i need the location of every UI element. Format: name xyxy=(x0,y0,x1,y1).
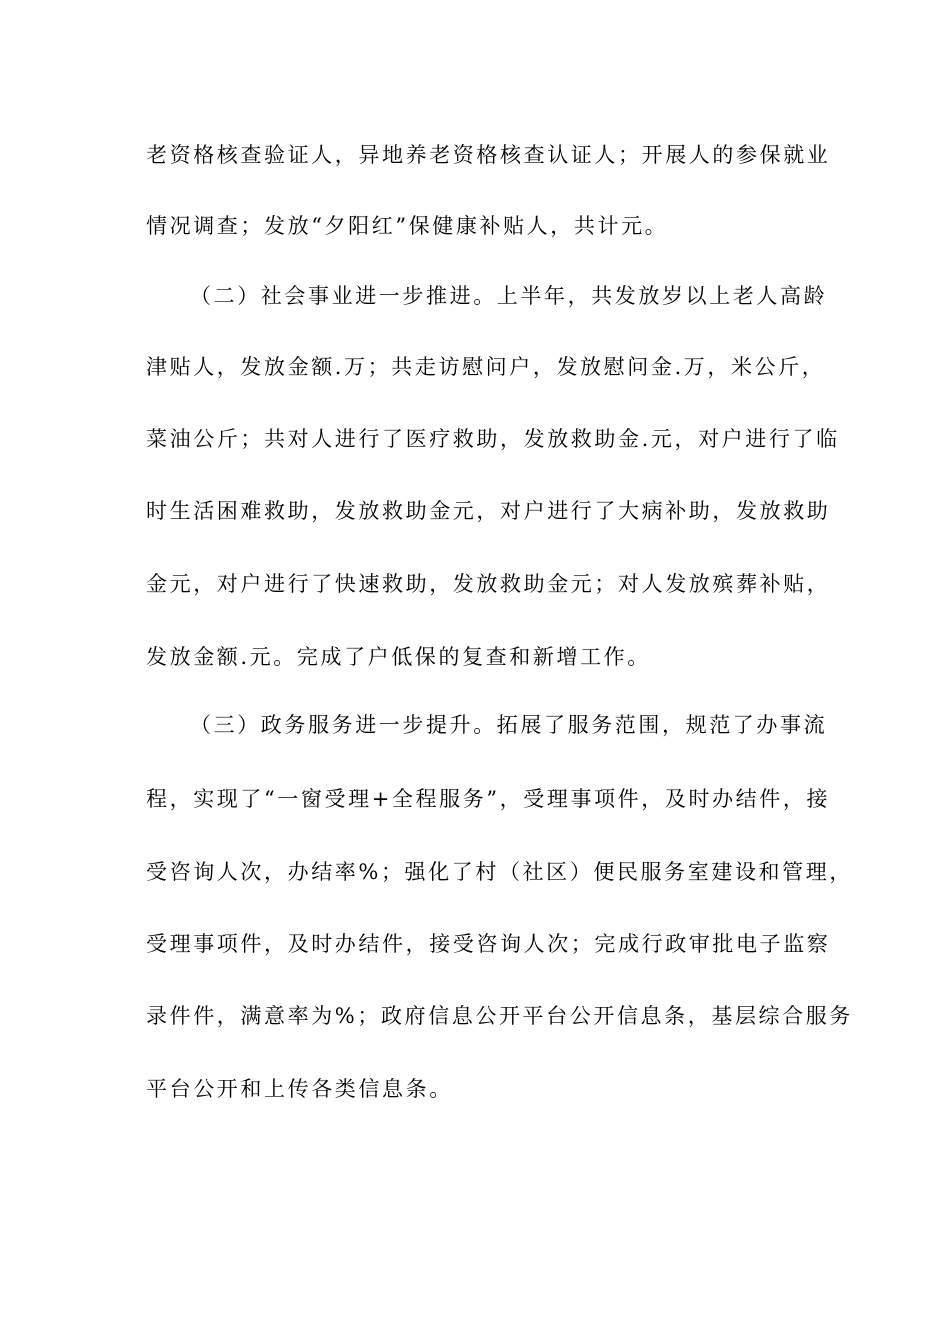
text-line: 受理事项件，及时办结件，接受咨询人次；完成行政审批电子监察 xyxy=(146,932,831,956)
text-line: 老资格核查验证人，异地养老资格核查认证人；开展人的参保就业 xyxy=(146,143,831,167)
text-line: 金元，对户进行了快速救助，发放救助金元；对人发放殡葬补贴， xyxy=(146,572,831,596)
text-line: 津贴人，发放金额.万；共走访慰问户，发放慰问金.万，米公斤， xyxy=(146,355,826,379)
text-line: 录件件，满意率为%；政府信息公开平台公开信息条，基层综合服务 xyxy=(146,1004,853,1028)
text-line: 菜油公斤；共对人进行了医疗救助，发放救助金.元，对户进行了临 xyxy=(146,427,840,451)
text-line: 受咨询人次，办结率%；强化了村（社区）便民服务室建设和管理， xyxy=(146,860,853,884)
text-line: 程，实现了“一窗受理+全程服务”，受理事项件，及时办结件，接 xyxy=(146,787,831,811)
paragraph-heading-3: （三）政务服务进一步提升。拓展了服务范围，规范了办事流 xyxy=(190,713,828,737)
text-line: 情况调查；发放“夕阳红”保健康补贴人，共计元。 xyxy=(146,214,669,238)
text-line: 时生活困难救助，发放救助金元，对户进行了大病补助，发放救助 xyxy=(146,499,831,523)
text-line: 平台公开和上传各类信息条。 xyxy=(146,1077,453,1101)
paragraph-heading-2: （二）社会事业进一步推进。上半年，共发放岁以上老人高龄 xyxy=(190,284,828,308)
text-line: 发放金额.元。完成了户低保的复查和新增工作。 xyxy=(146,645,651,669)
